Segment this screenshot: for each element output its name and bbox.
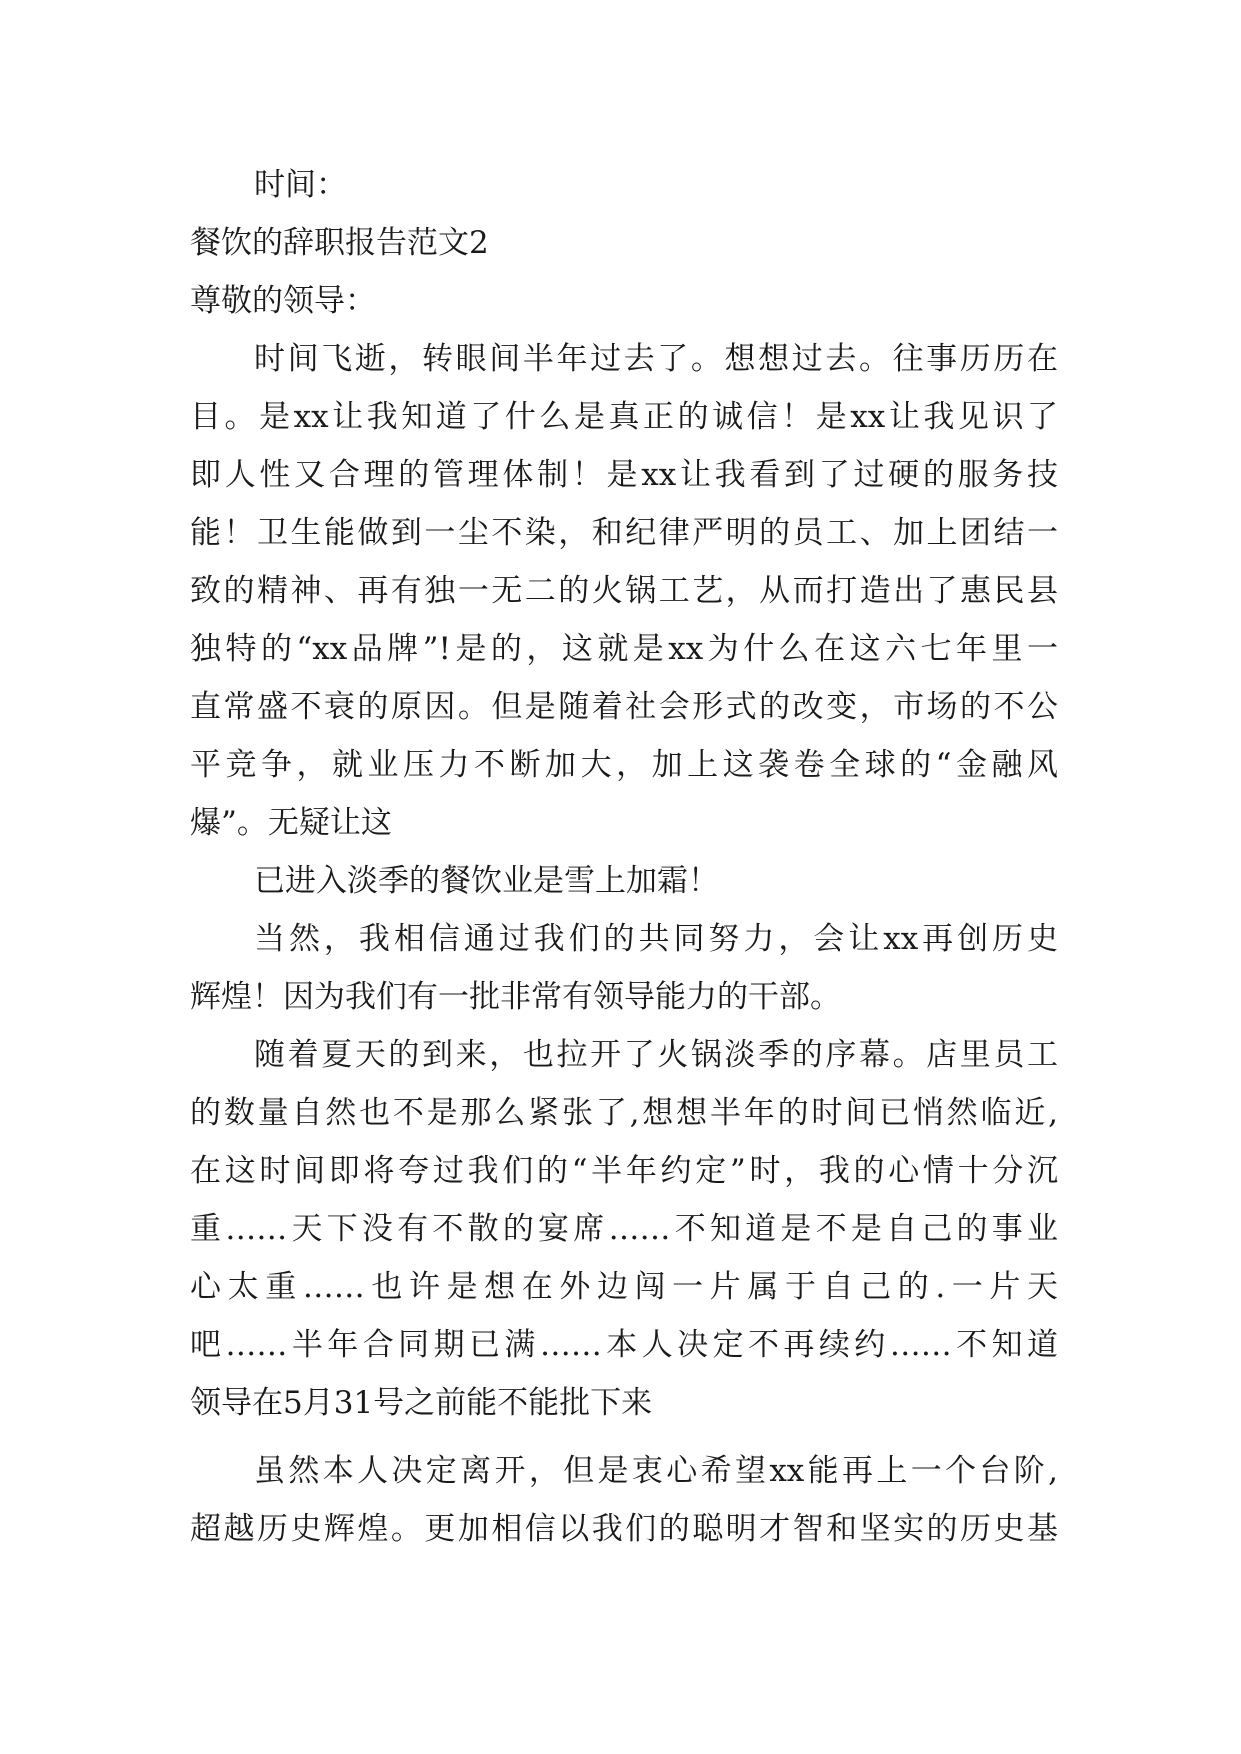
paragraph-line: 随着夏天的到来，也拉开了火锅淡季的序幕。店里员工 — [254, 1037, 1058, 1073]
paragraph-line: 直常盛不衰的原因。但是随着社会形式的改变，市场的不公 — [190, 689, 1058, 725]
paragraph-line: 时间飞逝，转眼间半年过去了。想想过去。往事历历在 — [254, 341, 1058, 377]
paragraph-line: 目。是xx让我知道了什么是真正的诚信！是xx让我见识了 — [190, 399, 1058, 435]
paragraph-line: 辉煌！因为我们有一批非常有领导能力的干部。 — [190, 979, 841, 1015]
paragraph-line: 已进入淡季的餐饮业是雪上加霜！ — [254, 863, 719, 899]
paragraph-line: 平竞争，就业压力不断加大，加上这袭卷全球的“金融风 — [190, 747, 1058, 783]
paragraph-line: 的数量自然也不是那么紧张了,想想半年的时间已悄然临近, — [190, 1095, 1058, 1131]
paragraph-line: 虽然本人决定离开，但是衷心希望xx能再上一个台阶, — [254, 1453, 1058, 1489]
paragraph-line: 爆”。无疑让这 — [190, 805, 392, 841]
paragraph-line: 致的精神、再有独一无二的火锅工艺，从而打造出了惠民县 — [190, 573, 1058, 609]
paragraph-line: 在这时间即将夸过我们的“半年约定”时，我的心情十分沉 — [190, 1153, 1058, 1189]
time-label: 时间： — [254, 167, 347, 203]
paragraph-line: 吧……半年合同期已满……本人决定不再续约……不知道 — [190, 1327, 1058, 1363]
salutation: 尊敬的领导： — [190, 283, 376, 319]
paragraph-line: 当然，我相信通过我们的共同努力，会让xx再创历史 — [254, 921, 1058, 957]
paragraph-line: 重……天下没有不散的宴席……不知道是不是自己的事业 — [190, 1211, 1058, 1247]
paragraph-line: 能！卫生能做到一尘不染，和纪律严明的员工、加上团结一 — [190, 515, 1058, 551]
document-title: 餐饮的辞职报告范文2 — [190, 225, 489, 261]
paragraph-line: 心太重……也许是想在外边闯一片属于自己的.一片天 — [190, 1269, 1058, 1305]
paragraph-line: 即人性又合理的管理体制！是xx让我看到了过硬的服务技 — [190, 457, 1058, 493]
paragraph-line: 超越历史辉煌。更加相信以我们的聪明才智和坚实的历史基 — [190, 1511, 1058, 1547]
paragraph-line: 独特的“xx品牌”!是的，这就是xx为什么在这六七年里一 — [190, 631, 1058, 667]
paragraph-line: 领导在5月31号之前能不能批下来 — [190, 1385, 653, 1421]
